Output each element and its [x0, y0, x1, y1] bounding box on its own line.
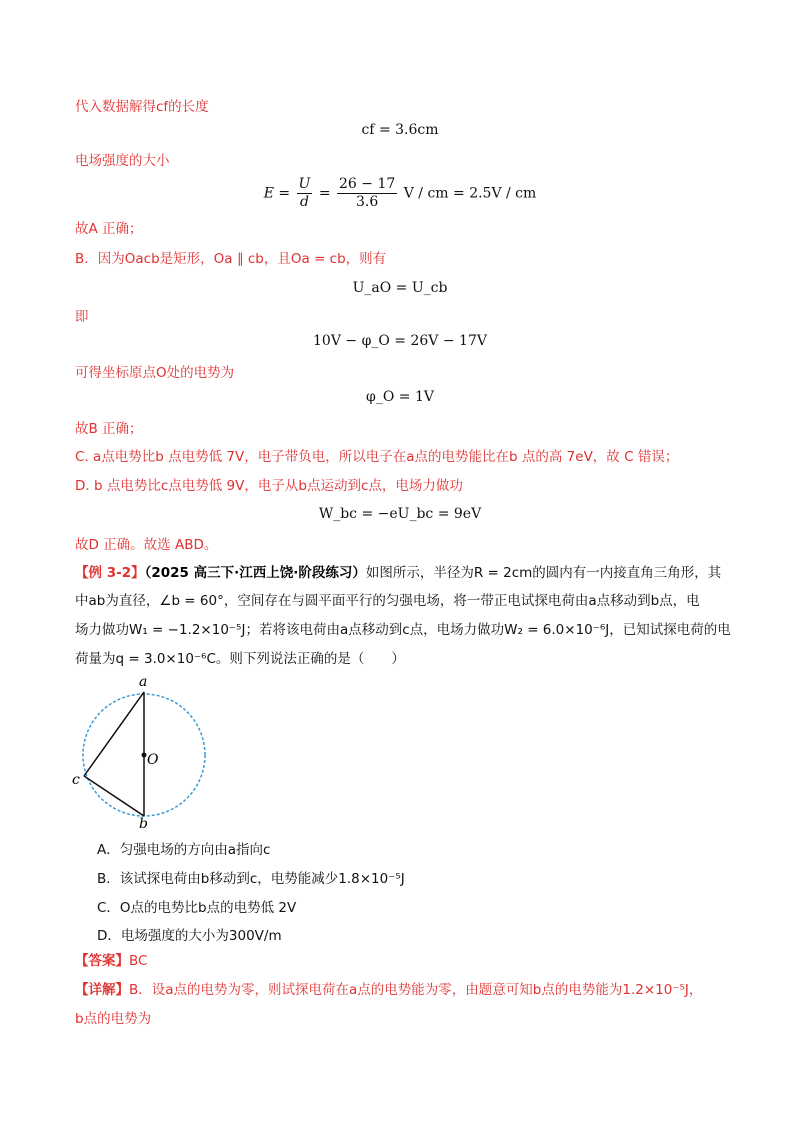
formula-phi-o: φ_O = 1V — [366, 389, 434, 405]
example-source: （2025 高三下·江西上饶·阶段练习） — [144, 565, 366, 581]
option-a: A．匀强电场的方向由a指向c — [97, 842, 271, 858]
formula-uao-ucb: U_aO = U_cb — [352, 280, 448, 296]
formula-e-rhs: V / cm = 2.5V / cm — [403, 185, 537, 202]
fraction-denominator: 3.6 — [356, 194, 379, 210]
example-question-line-2: 中ab为直径，∠b = 60°，空间存在与圆平面平行的匀强电场，将一带正电试探电荷由a点移动到b点，电 — [75, 593, 700, 609]
segment-ac — [84, 692, 144, 776]
example-question-line-3: 场力做功W₁ = −1.2×10⁻⁵J；若将该电荷由a点移动到c点，电场力做功W₂ = 6.0×10⁻⁶J，已知试探电荷的电 — [75, 622, 731, 638]
text-line-3: 故A 正确； — [75, 221, 143, 237]
answer-line — [75, 952, 147, 970]
example-question-line-1 — [75, 564, 721, 582]
formula-potential-eq: 10V − φ_O = 26V − 17V — [313, 333, 487, 349]
text-line-5: 即 — [75, 309, 89, 325]
option-d: D．电场强度的大小为300V/m — [97, 928, 282, 944]
fraction-numerator: 26 − 17 — [339, 176, 396, 192]
text-line-10: 故D 正确。故选 ABD。 — [75, 537, 218, 553]
detail-tag: 【详解】 — [75, 982, 129, 998]
text-line-7: 故B 正确； — [75, 421, 143, 437]
formula-field-strength: E = $\frac{U}{d}$ = $\frac{26 - 17}{3.6}$ V / cm = 2.5V / cm — [263, 176, 537, 210]
detail-line-2: b点的电势为 — [75, 1011, 152, 1027]
fraction-u-d — [297, 176, 313, 211]
label-b: b — [139, 816, 148, 832]
dashed-circle — [83, 694, 205, 816]
answer-tag: 【答案】 — [75, 953, 129, 969]
formula-e-lhs: E = — [263, 185, 291, 202]
detail-line-1 — [75, 981, 702, 999]
fraction-values — [337, 176, 397, 211]
formula-work: W_bc = −eU_bc = 9eV — [318, 506, 482, 522]
example-tag: 【例 3-2】 — [75, 565, 145, 581]
label-a: a — [139, 674, 148, 690]
label-c: c — [72, 772, 80, 788]
text-line-8: C. a点电势比b 点电势低 7V，电子带负电，所以电子在a点的电势能比在b 点的高 7eV，故 C 错误； — [75, 449, 679, 465]
answer-value: BC — [129, 953, 148, 969]
text-line-2: 电场强度的大小 — [75, 153, 170, 169]
example-question-line-4: 荷量为q = 3.0×10⁻⁶C。则下列说法正确的是（ ） — [75, 651, 405, 667]
detail-text-1: B．设a点的电势为零，则试探电荷在a点的电势能为零，由题意可知b点的电势能为1.2×10⁻⁵J， — [129, 982, 703, 998]
center-dot — [142, 753, 147, 758]
text-line-1: 代入数据解得cf的长度 — [75, 99, 209, 115]
option-b: B．该试探电荷由b移动到c，电势能减少1.8×10⁻⁵J — [97, 871, 405, 887]
formula-cf: cf = 3.6cm — [361, 122, 439, 138]
text-line-9: D. b 点电势比c点电势低 9V，电子从b点运动到c点，电场力做功 — [75, 478, 463, 494]
example-q1: 如图所示，半径为R = 2cm的圆内有一内接直角三角形，其 — [365, 565, 722, 581]
text-line-6: 可得坐标原点O处的电势为 — [75, 365, 235, 381]
label-o: O — [147, 752, 159, 768]
segment-cb — [84, 776, 144, 816]
text-line-4: B．因为Oacb是矩形，Oa ∥ cb，且Oa = cb，则有 — [75, 251, 387, 267]
fraction-u: U — [298, 176, 311, 192]
fraction-d: d — [299, 194, 309, 210]
option-c: C．O点的电势比b点的电势低 2V — [97, 900, 297, 916]
